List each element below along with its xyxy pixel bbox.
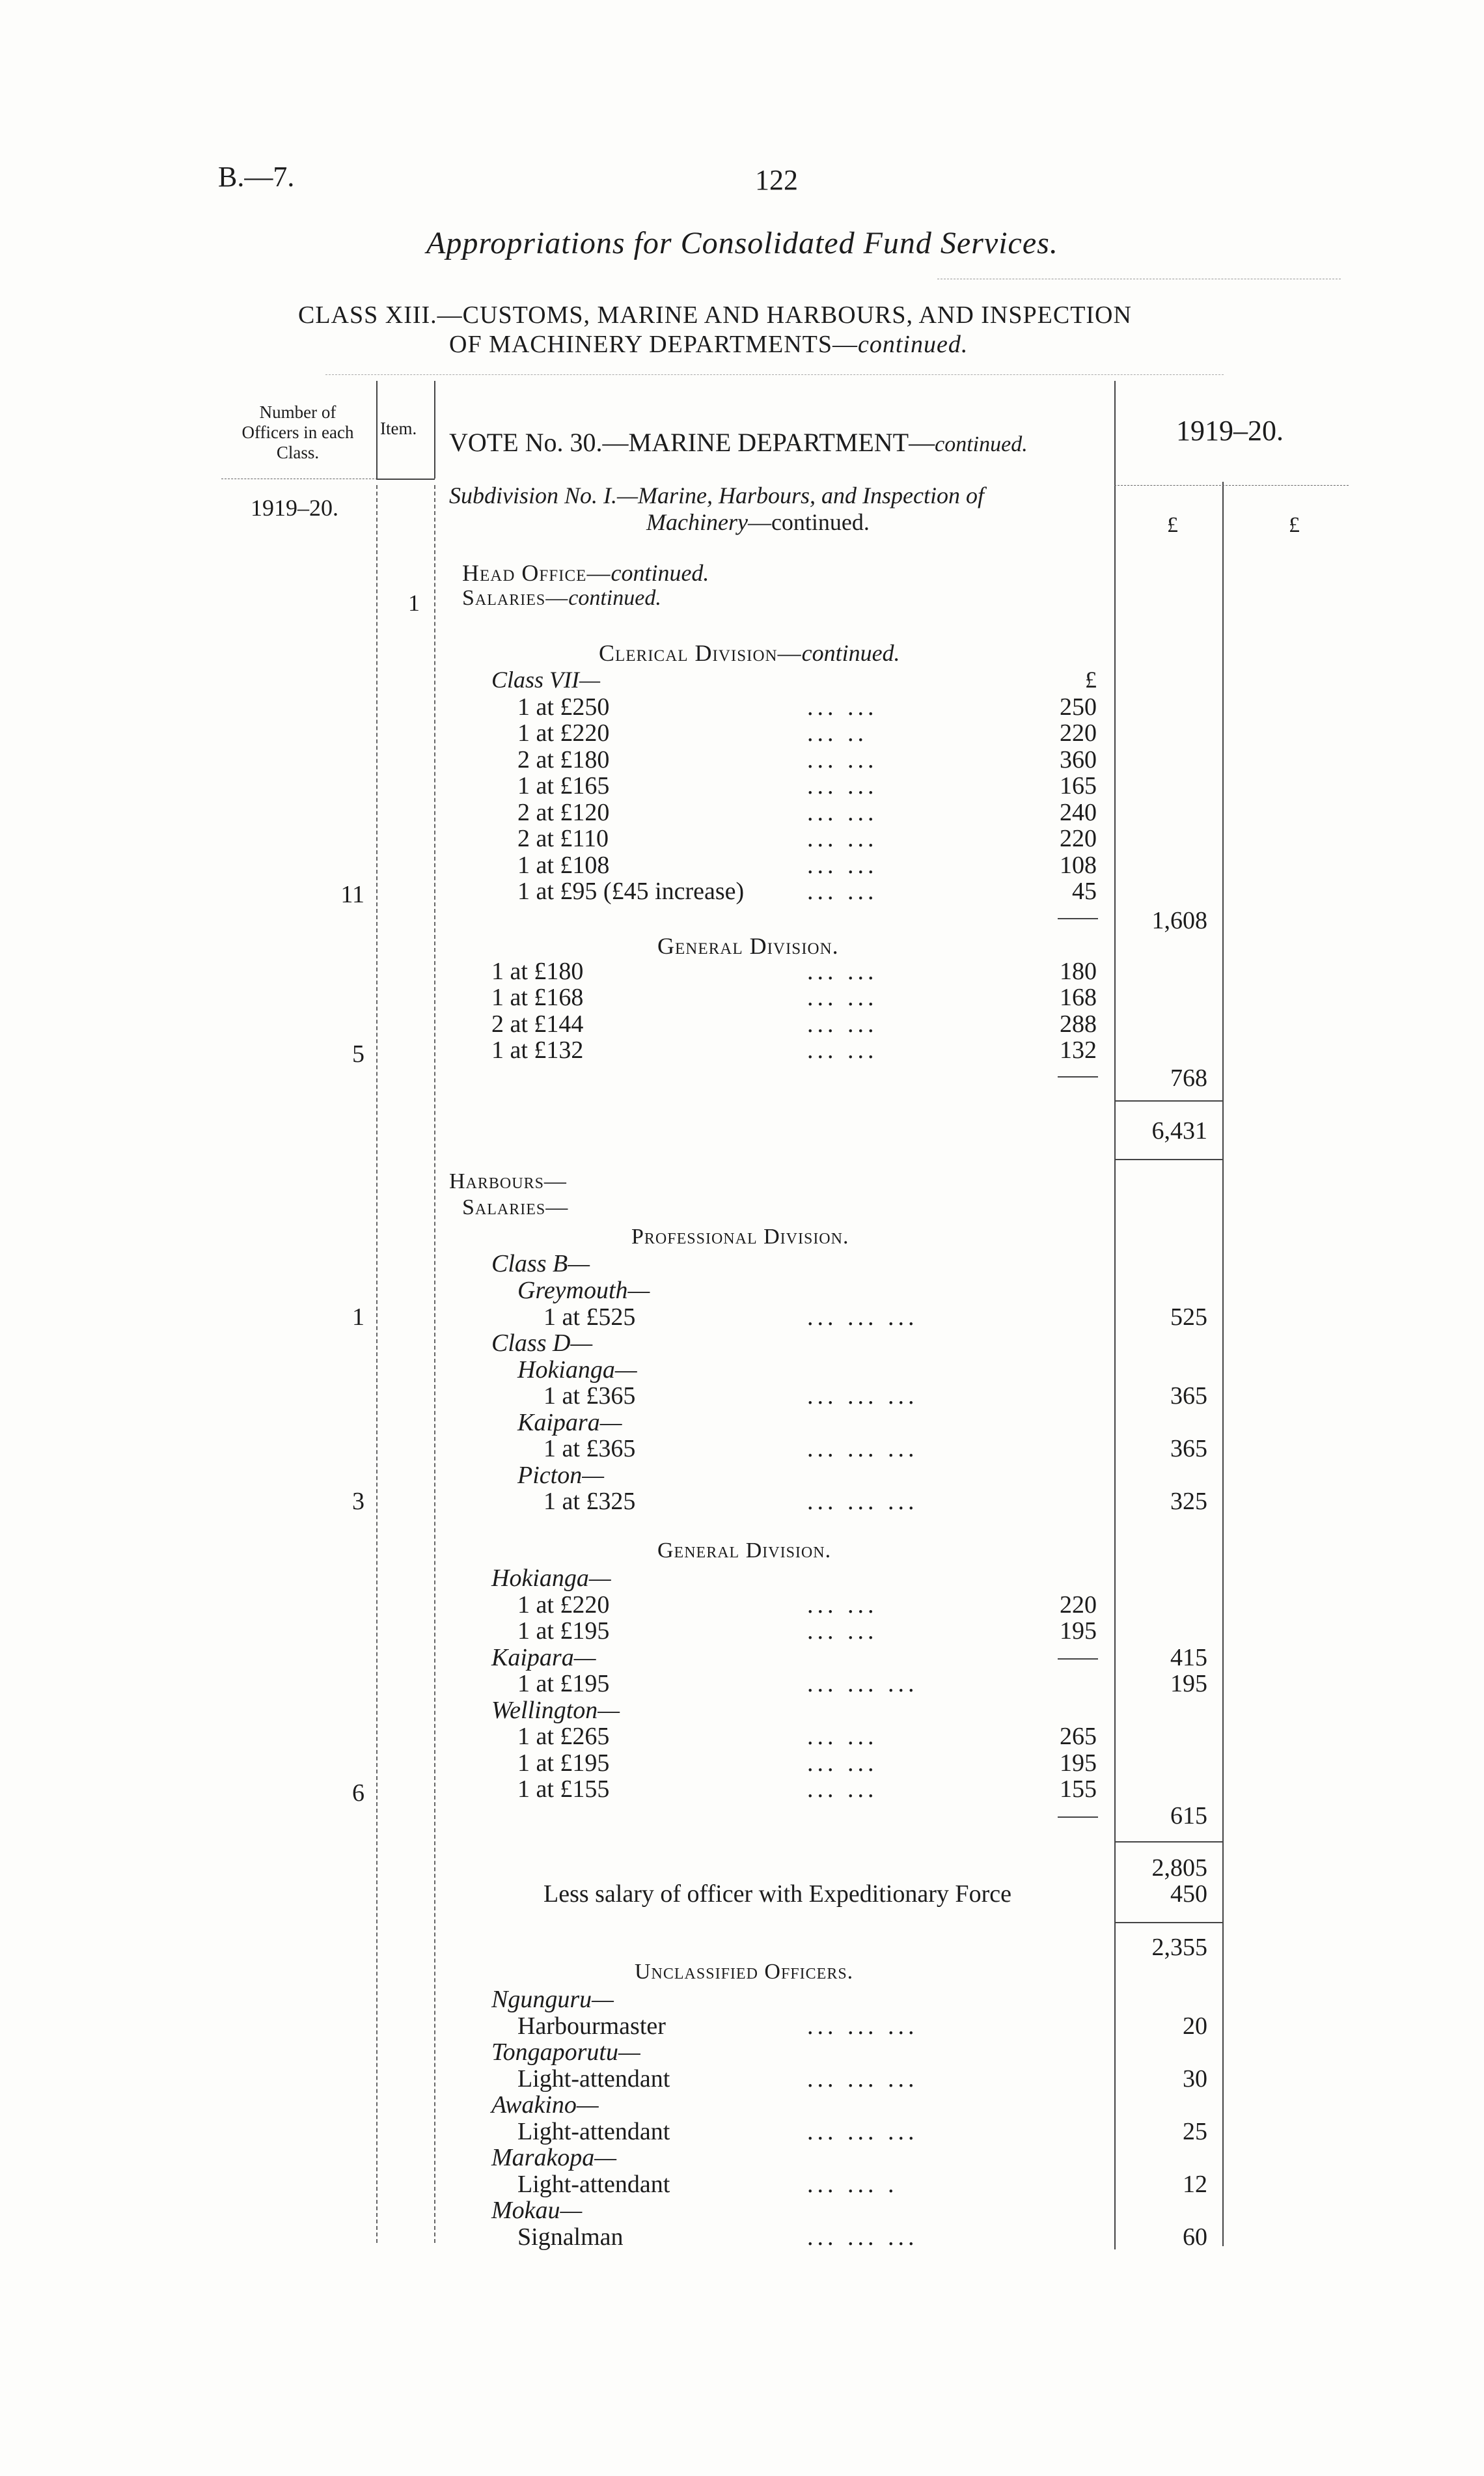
salaries-heading: Salaries—continued. (462, 586, 661, 610)
leader-dots: ... ... (807, 1723, 878, 1750)
pound-sign-col2: £ (1289, 513, 1300, 537)
unclassified-amount: 20 (1183, 2012, 1207, 2040)
head-office-total: 6,431 (1151, 1117, 1207, 1145)
clerical-row-label: 2 at £110 (517, 825, 609, 852)
greymouth-row-label: 1 at £525 (543, 1303, 636, 1331)
general-row-label: 1 at £180 (491, 958, 584, 985)
general-harbours-officer-count: 6 (352, 1779, 364, 1807)
vote-heading: VOTE No. 30.—MARINE DEPARTMENT—continued. (449, 428, 1028, 457)
g-kaipara-label: Kaipara— (491, 1644, 596, 1671)
class-b-officer-count: 1 (352, 1303, 364, 1331)
year-head-rule (1114, 485, 1349, 486)
unclassified-place: Mokau— (491, 2197, 583, 2224)
page-ref: B.—7. (218, 161, 295, 193)
leader-dots: ... ... (807, 878, 878, 905)
leader-dots: ... ... (807, 1617, 878, 1645)
g-kaipara-amount: 195 (1170, 1670, 1207, 1697)
clerical-total: 1,608 (1151, 907, 1207, 934)
leader-dots: ... ... ... (807, 1488, 918, 1515)
g-wellington-label: Wellington— (491, 1697, 620, 1724)
harbours-heading: Harbours— (449, 1169, 567, 1193)
leader-dots: ... ... (807, 1749, 878, 1777)
col-rule-item-top (434, 381, 435, 479)
col-rule-amount1 (1114, 381, 1116, 2249)
leader-dots: ... ... . (807, 2171, 898, 2198)
col-rule-officers-top (376, 381, 378, 479)
leader-dots: ... ... ... (807, 1303, 918, 1331)
clerical-row-amount: 250 (1060, 693, 1097, 721)
unclassified-role: Light-attendant (517, 2118, 670, 2145)
page-number: 122 (755, 164, 798, 196)
leader-dots: ... ... ... (807, 2118, 918, 2145)
clerical-row-label: 1 at £108 (517, 852, 610, 879)
head-office-rule-top (1114, 1100, 1222, 1102)
class-d-label: Class D— (491, 1329, 593, 1357)
class-heading-line2: OF MACHINERY DEPARTMENTS—continued. (449, 331, 969, 358)
hokianga-row-label: 1 at £365 (543, 1382, 636, 1410)
item-column-heading: Item. (380, 419, 417, 438)
g-hokianga-row-amount: 195 (1060, 1617, 1097, 1645)
leader-dots: ... ... ... (807, 1435, 918, 1462)
class-heading-line1: CLASS XIII.—CUSTOMS, MARINE AND HARBOURS, AND INSPECTION (298, 301, 1132, 329)
harbours-subtotal: 2,805 (1151, 1854, 1207, 1882)
clerical-row-label: 1 at £220 (517, 719, 610, 747)
hokianga-amount: 365 (1170, 1382, 1207, 1410)
officers-column-heading: Number of Officers in each Class. (241, 402, 354, 462)
leader-dots: ... ... (807, 1036, 878, 1064)
head-office-heading: Head Office—continued. (462, 560, 709, 586)
leader-dots: ... ... (807, 799, 878, 826)
unclassified-place: Tongaporutu— (491, 2038, 640, 2066)
general-division-heading: General Division. (657, 933, 839, 959)
clerical-row-amount: 45 (1072, 878, 1097, 905)
general-total: 768 (1170, 1064, 1207, 1092)
unclassified-amount: 60 (1183, 2223, 1207, 2251)
col-rule-item (434, 485, 435, 2243)
unclassified-place: Awakino— (491, 2091, 599, 2119)
harbours-general-division-heading: General Division. (657, 1538, 832, 1563)
general-row-amount: 168 (1060, 984, 1097, 1011)
leader-dots: ... ... (807, 746, 878, 773)
general-row-amount: 132 (1060, 1036, 1097, 1064)
leader-dots: ... ... ... (807, 1670, 918, 1697)
unclassified-amount: 12 (1183, 2171, 1207, 2198)
less-expeditionary-label: Less salary of officer with Expeditionary Force (543, 1880, 1011, 1908)
unclassified-place: Marakopa— (491, 2144, 617, 2171)
general-sum-rule (1058, 1076, 1098, 1078)
col-rule-amount2 (1222, 482, 1224, 2246)
leader-dots: ... .. (807, 719, 868, 747)
clerical-row-label: 2 at £120 (517, 799, 610, 826)
clerical-row-amount: 240 (1060, 799, 1097, 826)
general-officer-count: 5 (352, 1040, 364, 1068)
g-wellington-row-label: 1 at £195 (517, 1749, 610, 1777)
g-hokianga-label: Hokianga— (491, 1565, 611, 1592)
unclassified-role: Signalman (517, 2223, 624, 2251)
leader-dots: ... ... (807, 984, 878, 1011)
leader-dots: ... ... (807, 1775, 878, 1803)
unclassified-amount: 25 (1183, 2118, 1207, 2145)
g-wellington-sum-rule (1058, 1816, 1098, 1818)
less-expeditionary-amount: 450 (1170, 1880, 1207, 1908)
g-wellington-row-label: 1 at £155 (517, 1775, 610, 1803)
g-wellington-row-amount: 265 (1060, 1723, 1097, 1750)
greymouth-label: Greymouth— (517, 1277, 650, 1304)
clerical-row-label: 1 at £165 (517, 772, 610, 800)
item-head-rule (376, 479, 435, 480)
g-wellington-row-amount: 195 (1060, 1749, 1097, 1777)
year-column-heading: 1919–20. (1176, 415, 1284, 447)
unclassified-role: Light-attendant (517, 2065, 670, 2093)
g-hokianga-row-amount: 220 (1060, 1591, 1097, 1619)
picton-amount: 325 (1170, 1488, 1207, 1515)
leader-dots: ... ... (807, 693, 878, 721)
general-row-amount: 180 (1060, 958, 1097, 985)
class-b-label: Class B— (491, 1250, 590, 1277)
picton-row-label: 1 at £325 (543, 1488, 636, 1515)
clerical-officer-count: 11 (340, 881, 364, 908)
unclassified-amount: 30 (1183, 2065, 1207, 2093)
unclassified-role: Harbourmaster (517, 2012, 666, 2040)
clerical-row-label: 2 at £180 (517, 746, 610, 773)
clerical-row-amount: 220 (1060, 719, 1097, 747)
class-vii-label: Class VII— (491, 667, 601, 693)
clerical-row-amount: 165 (1060, 772, 1097, 800)
clerical-row-label: 1 at £250 (517, 693, 610, 721)
pound-sign-col1: £ (1167, 513, 1178, 537)
top-dashed-rule (325, 374, 1224, 375)
professional-division-heading: Professional Division. (631, 1225, 849, 1249)
clerical-pound-sign: £ (1085, 667, 1097, 693)
clerical-division-heading: Clerical Division—continued. (599, 640, 900, 666)
clerical-sum-rule (1058, 918, 1098, 919)
clerical-row-amount: 108 (1060, 852, 1097, 879)
subdivision-line1: Subdivision No. I.—Marine, Harbours, and Inspection of (449, 482, 984, 508)
kaipara-amount: 365 (1170, 1435, 1207, 1462)
subdivision-line2: Machinery—continued. (646, 509, 870, 535)
unclassified-place: Ngunguru— (491, 1986, 614, 2013)
leader-dots: ... ... ... (807, 2065, 918, 2093)
leader-dots: ... ... (807, 1591, 878, 1619)
harbours-salaries-heading: Salaries— (462, 1195, 569, 1219)
leader-dots: ... ... ... (807, 2012, 918, 2040)
leader-dots: ... ... (807, 958, 878, 985)
kaipara-row-label: 1 at £365 (543, 1435, 636, 1462)
kaipara-label: Kaipara— (517, 1409, 622, 1436)
g-hokianga-sum-rule (1058, 1658, 1098, 1660)
unclassified-role: Light-attendant (517, 2171, 670, 2198)
unclassified-heading: Unclassified Officers. (635, 1960, 854, 1984)
clerical-row-amount: 360 (1060, 746, 1097, 773)
leader-dots: ... ... (807, 772, 878, 800)
g-wellington-row-label: 1 at £265 (517, 1723, 610, 1750)
net-total-rule (1114, 1922, 1222, 1923)
g-hokianga-row-label: 1 at £195 (517, 1617, 610, 1645)
clerical-row-amount: 220 (1060, 825, 1097, 852)
harbours-subtotal-rule (1114, 1841, 1222, 1843)
g-kaipara-row-label: 1 at £195 (517, 1670, 610, 1697)
leader-dots: ... ... (807, 1010, 878, 1038)
g-wellington-total: 615 (1170, 1802, 1207, 1829)
item-number: 1 (408, 590, 420, 616)
general-row-amount: 288 (1060, 1010, 1097, 1038)
clerical-row-label: 1 at £95 (£45 increase) (517, 878, 745, 905)
head-office-rule-bottom (1114, 1159, 1222, 1160)
picton-label: Picton— (517, 1462, 604, 1489)
general-row-label: 2 at £144 (491, 1010, 584, 1038)
leader-dots: ... ... (807, 825, 878, 852)
class-d-officer-count: 3 (352, 1488, 364, 1515)
hokianga-label: Hokianga— (517, 1356, 637, 1384)
leader-dots: ... ... ... (807, 1382, 918, 1410)
col-rule-officers (376, 485, 378, 2243)
general-row-label: 1 at £132 (491, 1036, 584, 1064)
greymouth-amount: 525 (1170, 1303, 1207, 1331)
g-hokianga-row-label: 1 at £220 (517, 1591, 610, 1619)
harbours-net-total: 2,355 (1151, 1934, 1207, 1961)
officers-year: 1919–20. (251, 495, 338, 521)
leader-dots: ... ... ... (807, 2223, 918, 2251)
page-title: Appropriations for Consolidated Fund Services. (426, 226, 1058, 260)
general-row-label: 1 at £168 (491, 984, 584, 1011)
g-hokianga-total: 415 (1170, 1644, 1207, 1671)
g-wellington-row-amount: 155 (1060, 1775, 1097, 1803)
leader-dots: ... ... (807, 852, 878, 879)
